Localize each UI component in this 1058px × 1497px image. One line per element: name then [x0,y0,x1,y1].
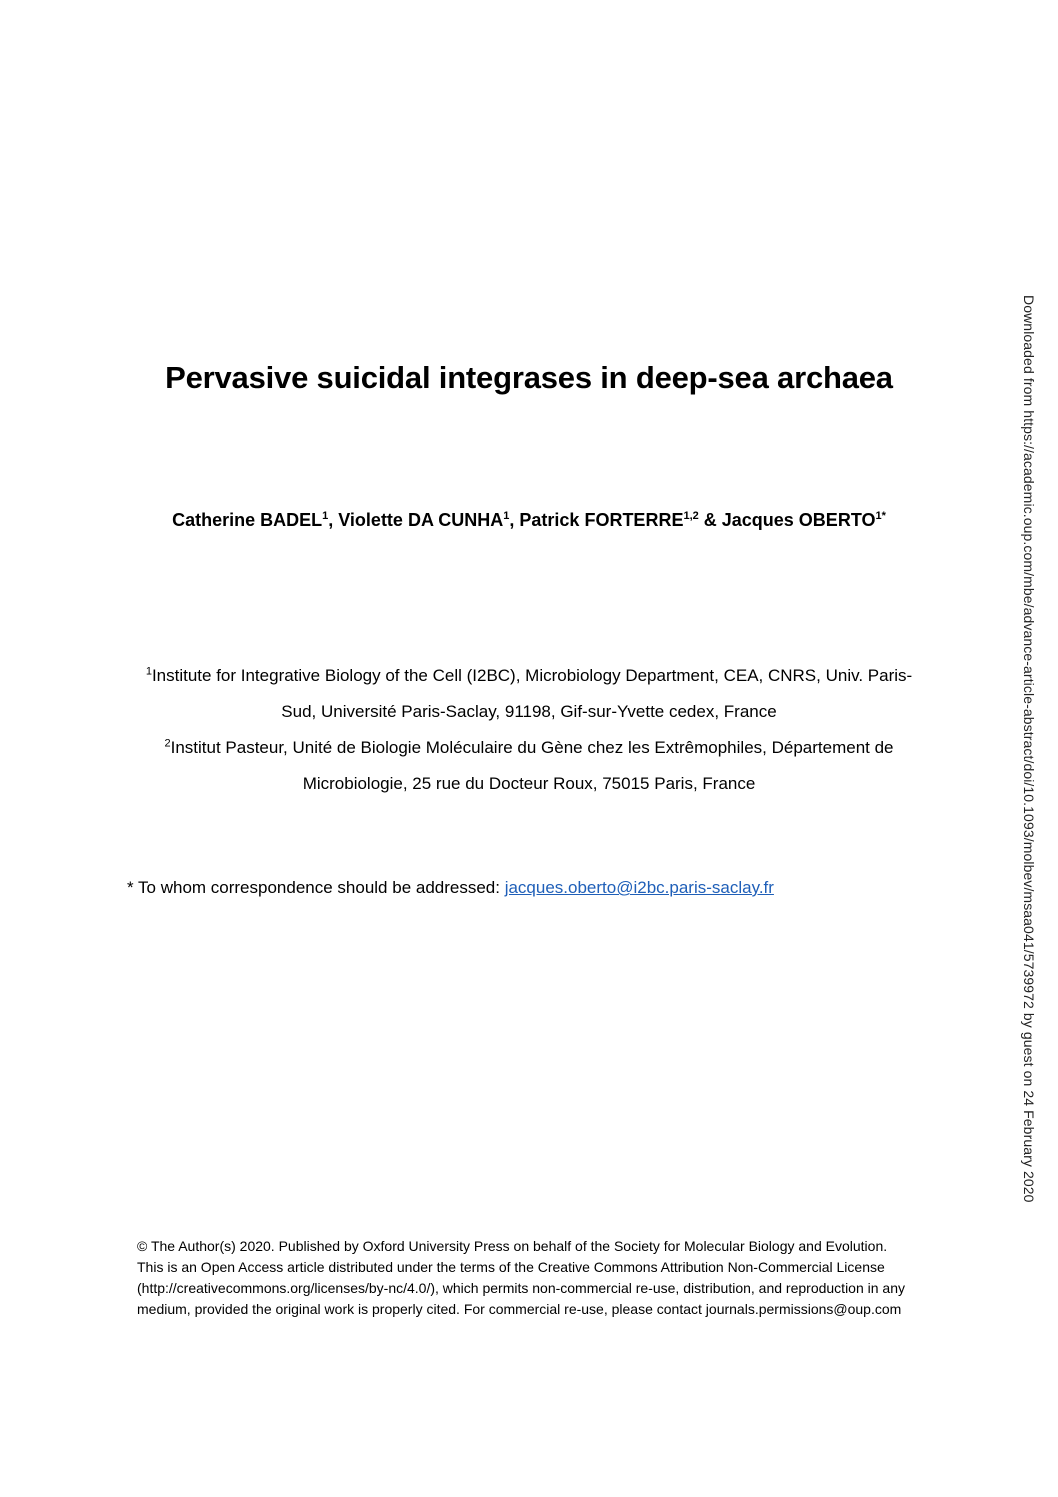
affiliation-line: Institute for Integrative Biology of the Cell (I2BC), Microbiology Department, CEA, CNRS, Univ. Paris- [151,666,913,685]
author-separator: , [509,510,520,530]
author-affiliation-mark: 1,2 [683,510,699,522]
copyright-line: This is an Open Access article distributed under the terms of the Creative Commons Attribution Non-Commercial License [137,1259,885,1275]
correspondence-note [127,878,774,898]
author-affiliation-mark: 1* [875,510,886,522]
affiliation-2 [110,730,948,802]
author-affiliation-mark: 1 [503,510,510,522]
author-list [0,510,1058,531]
affiliation-line: Microbiologie, 25 rue du Docteur Roux, 75015 Paris, France [302,774,756,793]
author-separator: , [328,510,339,530]
copyright-line: (http://creativecommons.org/licenses/by-nc/4.0/), which permits non-commercial re-use, distribution, and reproduction in any [137,1280,905,1296]
affiliation-line: Institut Pasteur, Unité de Biologie Moléculaire du Gène chez les Extrêmophiles, Département de [170,738,894,757]
download-watermark [1015,295,1039,1205]
affiliation-1 [110,658,948,730]
author-name: Patrick FORTERRE [519,510,684,530]
correspondence-email-link[interactable]: jacques.oberto@i2bc.paris-saclay.fr [504,878,774,897]
author-name: Violette DA CUNHA [338,510,504,530]
correspondence-label: * To whom correspondence should be addressed: [127,878,505,897]
affiliation-number: 2 [164,737,171,750]
copyright-line: medium, provided the original work is properly cited. For commercial re-use, please contact journals.permissions@oup.com [137,1301,902,1317]
affiliation-number: 1 [145,665,152,678]
copyright-line: © The Author(s) 2020. Published by Oxford University Press on behalf of the Society for Molecular Biology and Evolution. [137,1238,888,1254]
author-affiliation-mark: 1 [322,510,329,522]
affiliation-line: Sud, Université Paris-Saclay, 91198, Gif-sur-Yvette cedex, France [281,702,777,721]
author-name: Catherine BADEL [172,510,323,530]
author-separator: & [698,510,722,530]
copyright-notice [137,1236,977,1320]
download-note: Downloaded from https://academic.oup.com/mbe/advance-article-abstract/doi/10.1093/molbev/msaa041/5739972 by guest on 24 February 2020 [1021,295,1037,1203]
paper-title: Pervasive suicidal integrases in deep-sea archaea [165,360,893,395]
author-name: Jacques OBERTO [721,510,876,530]
